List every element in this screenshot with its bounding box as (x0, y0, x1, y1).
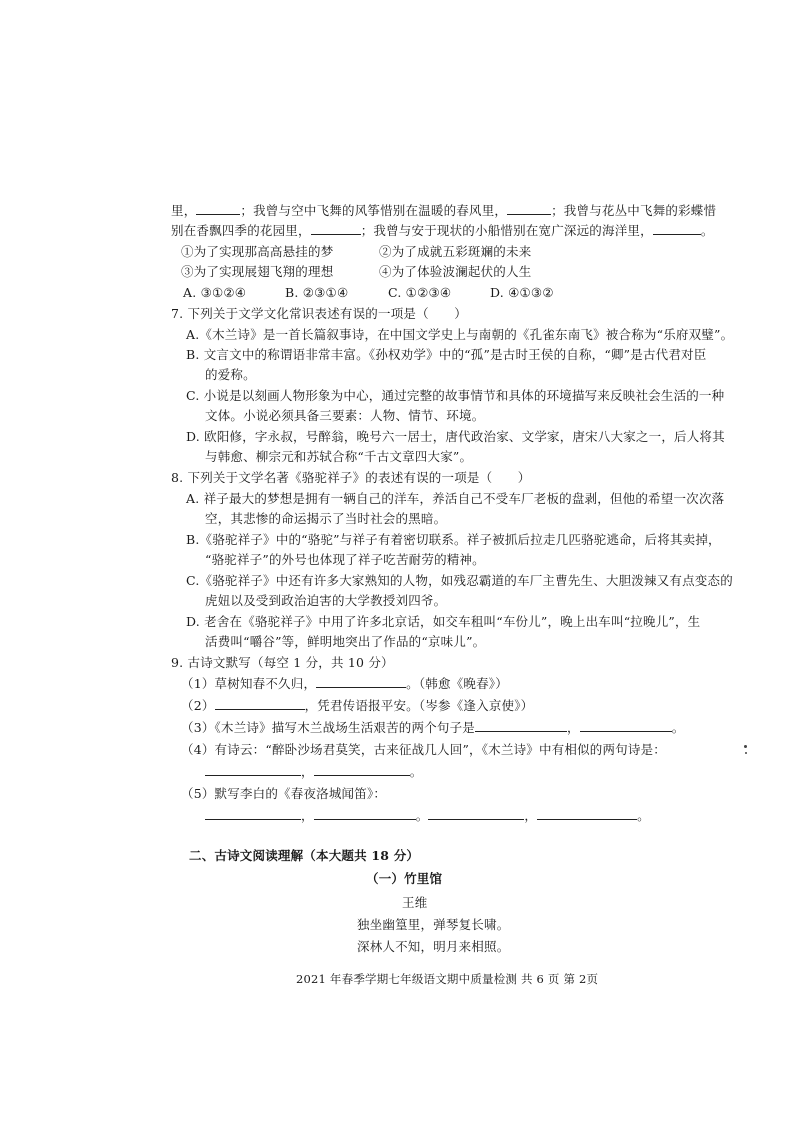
q7-option-b: B. 文言文中的称谓语非常丰富。《孙权劝学》中的“孤”是古时王侯的自称，“卿”是古代君对臣 (186, 347, 707, 362)
q8-option-d-cont: 活费叫“嚼谷”等，鲜明地突出了作品的“京味儿”。 (205, 634, 486, 649)
q7-stem: 7. 下列关于文学文化常识表述有误的一项是（ ） (171, 306, 467, 321)
answer-blank[interactable] (215, 698, 305, 710)
blank (507, 203, 551, 215)
q9-part-2: （2） ，凭君传语报平安。（岑参《逢入京使》） (181, 698, 534, 713)
q9-part-5: （5）默写李白的《春夜洛城闻笛》： (181, 786, 387, 801)
poem-line-1: 独坐幽篁里，弹琴复长啸。 (357, 917, 510, 932)
q7-option-d: D. 欧阳修，字永叔，号醉翁，晚号六一居士，唐代政治家、文学家，唐宋八大家之一，后人将其 (186, 429, 725, 444)
poem-title: （一）竹里馆 (366, 871, 443, 886)
answer-blank[interactable] (580, 720, 672, 732)
answer-blank[interactable] (537, 808, 637, 820)
q9-part-1: （1）草树知春不久归， 。（韩愈《晚春》） (181, 676, 508, 691)
q7-option-c-cont: 文体。小说必须具备三要素：人物、情节、环境。 (205, 408, 485, 423)
answer-blank[interactable] (314, 764, 410, 776)
q8-option-d: D. 老舍在《骆驼祥子》中用了许多北京话，如交车租叫“车份儿”，晚上出车叫“拉晚儿”，生 (186, 614, 701, 629)
poem-author: 王维 (402, 895, 428, 910)
answer-blank[interactable] (205, 808, 301, 820)
q9-part-3: （3）《木兰诗》描写木兰战场生活艰苦的两个句子是 ， 。 (181, 720, 685, 735)
answer-blank[interactable] (475, 720, 567, 732)
q7-option-d-cont: 与韩愈、柳宗元和苏轼合称“千古文章四大家”。 (205, 449, 473, 464)
q6-line1: 里， ；我曾与空中飞舞的风筝惜别在温暖的春风里， ；我曾与花丛中飞舞的彩蝶惜 (171, 203, 717, 218)
answer-blank[interactable] (428, 808, 524, 820)
q6-option-c: C. ①②③④ (388, 285, 452, 300)
q6-line2: 别在香飘四季的花园里， ；我曾与安于现状的小船惜别在宽广深远的海洋里， 。 (171, 223, 714, 238)
blank (311, 223, 361, 235)
scan-speck (744, 745, 747, 748)
q8-option-b-cont: “骆驼祥子”的外号也体现了祥子吃苦耐劳的精神。 (205, 552, 485, 567)
q9-part-4-blanks: ， 。 (205, 764, 422, 780)
q9-stem: 9. 古诗文默写（每空 1 分，共 10 分） (171, 655, 394, 670)
q9-part-5-blanks: ， 。 ， 。 (205, 808, 650, 824)
q8-option-b: B.《骆驼祥子》中的“骆驼”与祥子有着密切联系。祥子被抓后拉走几匹骆驼逃命，后将其卖掉， (186, 532, 721, 547)
q8-option-a-cont: 空，其悲惨的命运揭示了当时社会的黑暗。 (205, 511, 447, 526)
q6-item-3: ③为了实现展翅飞翔的理想 (181, 264, 334, 279)
section-heading: 二、古诗文阅读理解（本大题共 18 分） (189, 848, 420, 863)
q6-option-d: D. ④①③② (490, 285, 554, 300)
answer-blank[interactable] (316, 676, 406, 688)
q6-item-1: ①为了实现那高高悬挂的梦 (181, 244, 334, 259)
q6-option-a: A. ③①②④ (183, 285, 247, 300)
q6-item-2: ②为了成就五彩斑斓的未来 (379, 244, 532, 259)
poem-line-2: 深林人不知，明月来相照。 (357, 939, 510, 954)
q8-option-c-cont: 虎妞以及受到政治迫害的大学教授刘四爷。 (205, 593, 447, 608)
blank (196, 203, 240, 215)
q9-part-4: （4）有诗云：“醉卧沙场君莫笑，古来征战几人回”，《木兰诗》中有相似的两句诗是： (181, 742, 666, 757)
page-footer: 2021 年春季学期七年级语文期中质量检测 共 6 页 第 2页 (296, 972, 599, 986)
q7-option-a: A.《木兰诗》是一首长篇叙事诗，在中国文学史上与南朝的《孔雀东南飞》被合称为“乐府双璧”。 (186, 327, 734, 342)
q7-option-b-cont: 的爱称。 (205, 367, 256, 382)
q6-item-4: ④为了体验波澜起伏的人生 (379, 264, 532, 279)
scan-speck (745, 752, 747, 754)
q7-option-c: C. 小说是以刻画人物形象为中心，通过完整的故事情节和具体的环境描写来反映社会生活的一种 (186, 388, 725, 403)
blank (653, 223, 701, 235)
q8-option-a: A. 祥子最大的梦想是拥有一辆自己的洋车，养活自己不受车厂老板的盘剥，但他的希望一次次落 (186, 491, 725, 506)
q6-option-b: B. ②③①④ (285, 285, 349, 300)
answer-blank[interactable] (314, 808, 416, 820)
answer-blank[interactable] (205, 764, 301, 776)
q8-option-c: C.《骆驼祥子》中还有许多大家熟知的人物，如残忍霸道的车厂主曹先生、大胆泼辣又有点变态的 (186, 573, 733, 588)
q8-stem: 8. 下列关于文学名著《骆驼祥子》的表述有误的一项是（ ） (171, 470, 531, 485)
